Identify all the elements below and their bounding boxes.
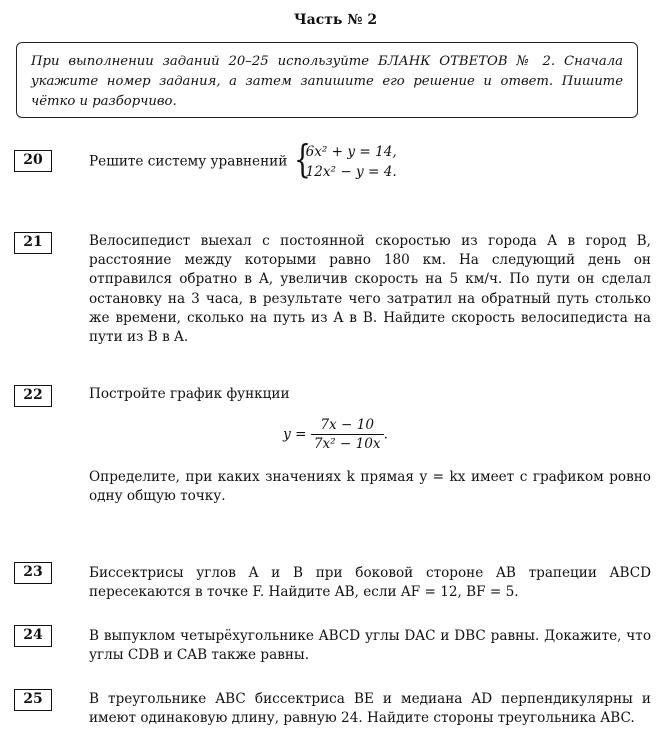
task-25-text: В треугольнике ABC биссектриса BE и медиана AD перпендикулярны и имеют одинаковую длину, равную 24. Найдите стороны треугольника ABC.: [89, 691, 651, 727]
task-20-text: Решите систему уравнений: [89, 153, 288, 170]
fraction-numerator: 7x − 10: [311, 416, 384, 435]
task-24-text: В выпуклом четырёхугольнике ABCD углы DAC и DBC равны. Докажите, что углы CDB и CAB также равны.: [89, 628, 651, 664]
function-formula: [0, 416, 671, 453]
instructions-box: При выполнении заданий 20–25 используйте БЛАНК ОТВЕТОВ № 2. Сначала укажите номер задания, а затем запишите его решение и ответ. Пишите чётко и разборчиво.: [16, 42, 638, 118]
equation-2: 12x² − y = 4.: [305, 164, 397, 180]
task-22-text: Постройте график функции: [89, 386, 290, 402]
fraction-denominator: 7x² − 10x: [313, 436, 381, 452]
task-number-25: 25: [14, 689, 52, 711]
task-number-20: 20: [14, 150, 52, 172]
page-title: Часть № 2: [293, 12, 378, 28]
task-23-text: Биссектрисы углов A и B при боковой стороне AB трапеции ABCD пересекаются в точке F. Найдите AB, если AF = 12, BF = 5.: [89, 565, 651, 601]
task-22-text2: Определите, при каких значениях k прямая y = kx имеет с графиком ровно одну общую точку.: [89, 469, 651, 505]
task-20: [89, 137, 651, 182]
task-number-21: 21: [14, 232, 52, 254]
equation-system: [293, 137, 397, 182]
fraction: [311, 416, 384, 453]
brace-symbol: {: [293, 137, 311, 181]
task-number-24: 24: [14, 625, 52, 647]
formula-lhs: y =: [283, 426, 307, 443]
formula-end: .: [383, 426, 388, 443]
task-number-23: 23: [14, 562, 52, 584]
task-number-22: 22: [14, 385, 52, 407]
equation-1: 6x² + y = 14,: [305, 144, 397, 160]
task-21-text: Велосипедист выехал с постоянной скоростью из города A в город B, расстояние между которыми равно 180 км. На следующий день он отправился обратно в A, увеличив скорость на 5 км/ч. По пути он сделал остановку на 3 часа, в результате чего затратил на обратный путь столько же времени, сколько на путь из A в B. Найдите скорость велосипедиста на пути из B в A.: [89, 233, 651, 346]
